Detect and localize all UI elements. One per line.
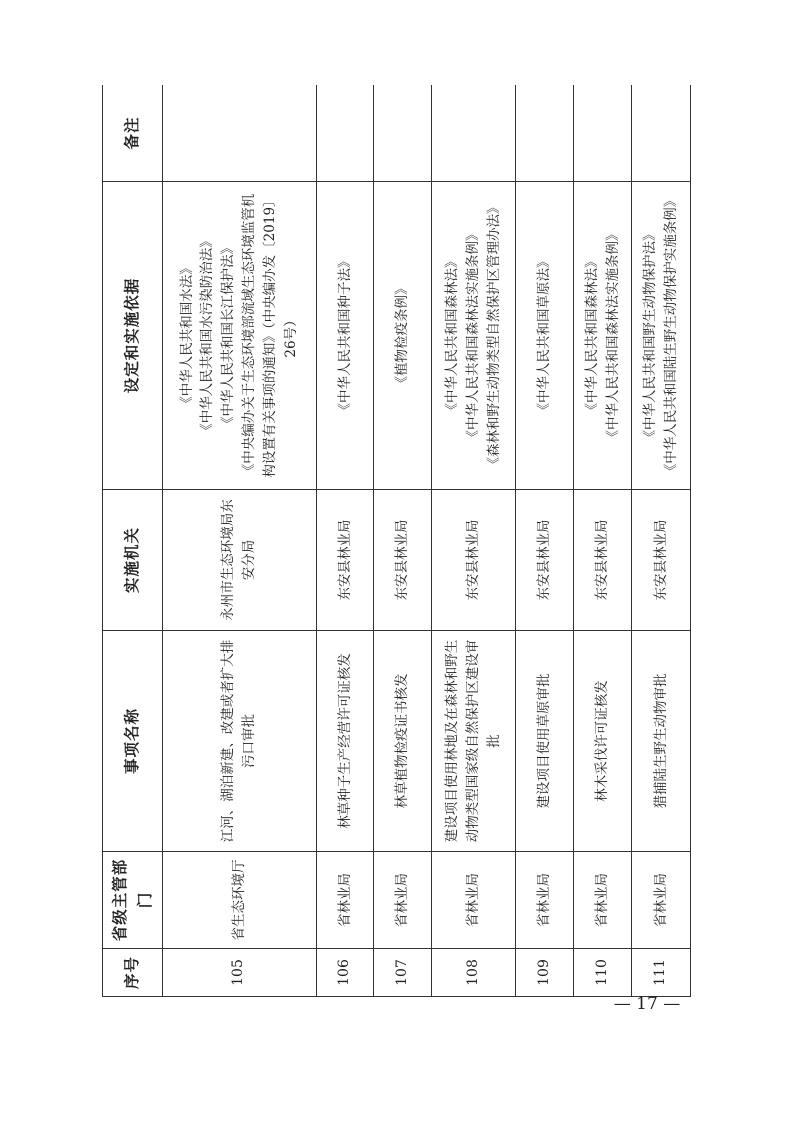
cell-dept: 省生态环境厅 — [163, 852, 317, 949]
cell-dept: 省林业局 — [432, 852, 516, 949]
basis-line: 《中华人民共和国森林法》 — [583, 254, 600, 417]
cell-basis — [163, 182, 317, 490]
cell-agency: 东安县林业局 — [574, 490, 632, 631]
table-row — [574, 85, 632, 997]
table-header-row — [103, 85, 163, 997]
basis-line: 《中华人民共和国草原法》 — [536, 254, 553, 417]
cell-basis — [432, 182, 516, 490]
cell-note — [163, 85, 317, 182]
basis-line: 《中华人民共和国森林法》 — [444, 254, 461, 417]
basis-line: 《中华人民共和国长江保护法》 — [220, 241, 237, 430]
cell-item: 林草种子生产经营许可证核发 — [316, 631, 374, 852]
basis-line: 《森林和野生动物类型自然保护区管理办法》 — [486, 200, 503, 471]
header-basis: 设定和实施依据 — [103, 182, 163, 490]
cell-item: 林木采伐许可证核发 — [574, 631, 632, 852]
cell-agency: 东安县林业局 — [632, 490, 691, 631]
basis-line: 《中央编办关于生态环境部流域生态环境监管机构设置有关事项的通知》（中央编办发〔2019〕26号） — [241, 193, 300, 478]
cell-dept: 省林业局 — [374, 852, 432, 949]
cell-seq: 106 — [316, 949, 374, 997]
basis-line: 《中华人民共和国水法》 — [178, 261, 195, 410]
approval-items-table — [102, 85, 691, 997]
header-agency: 实施机关 — [103, 490, 163, 631]
table-row — [374, 85, 432, 997]
cell-item: 建设项目使用草原审批 — [516, 631, 574, 852]
cell-dept: 省林业局 — [574, 852, 632, 949]
cell-note — [574, 85, 632, 182]
cell-seq: 109 — [516, 949, 574, 997]
cell-seq: 105 — [163, 949, 317, 997]
cell-dept: 省林业局 — [632, 852, 691, 949]
cell-dept: 省林业局 — [516, 852, 574, 949]
basis-line: 《植物检疫条例》 — [394, 281, 411, 390]
cell-item: 林草植物检疫证书核发 — [374, 631, 432, 852]
page-number: — 17 — — [613, 994, 681, 1014]
table-row — [516, 85, 574, 997]
rotated-table-frame — [102, 85, 691, 997]
rotated-table-inner — [102, 85, 691, 997]
cell-basis — [574, 182, 632, 490]
cell-item: 江河、湖泊新建、改建或者扩大排污口审批 — [163, 631, 317, 852]
table-row — [316, 85, 374, 997]
table-row — [632, 85, 691, 997]
header-seq: 序号 — [103, 949, 163, 997]
cell-agency: 永州市生态环境局东安分局 — [163, 490, 317, 631]
basis-line: 《中华人民共和国陆生野生动物保护实施条例》 — [663, 193, 680, 478]
header-note: 备注 — [103, 85, 163, 182]
cell-seq: 107 — [374, 949, 432, 997]
cell-note — [374, 85, 432, 182]
cell-note — [516, 85, 574, 182]
basis-line: 《中华人民共和国森林法实施条例》 — [604, 227, 621, 444]
basis-line: 《中华人民共和国种子法》 — [336, 254, 353, 417]
cell-note — [316, 85, 374, 182]
cell-basis — [316, 182, 374, 490]
cell-item: 建设项目使用林地及在森林和野生动物类型国家级自然保护区建设审批 — [432, 631, 516, 852]
cell-basis — [374, 182, 432, 490]
cell-seq: 108 — [432, 949, 516, 997]
cell-note — [432, 85, 516, 182]
cell-dept: 省林业局 — [316, 852, 374, 949]
header-dept: 省级主管部门 — [103, 852, 163, 949]
cell-agency: 东安县林业局 — [316, 490, 374, 631]
header-item: 事项名称 — [103, 631, 163, 852]
basis-line: 《中华人民共和国森林法实施条例》 — [465, 227, 482, 444]
table-row — [432, 85, 516, 997]
cell-note — [632, 85, 691, 182]
cell-seq: 111 — [632, 949, 691, 997]
cell-agency: 东安县林业局 — [374, 490, 432, 631]
cell-basis — [516, 182, 574, 490]
cell-seq: 110 — [574, 949, 632, 997]
cell-basis — [632, 182, 691, 490]
basis-line: 《中华人民共和国水污染防治法》 — [199, 234, 216, 437]
cell-agency: 东安县林业局 — [432, 490, 516, 631]
basis-line: 《中华人民共和国野生动物保护法》 — [642, 227, 659, 444]
cell-item: 猎捕陆生野生动物审批 — [632, 631, 691, 852]
table-row — [163, 85, 317, 997]
cell-agency: 东安县林业局 — [516, 490, 574, 631]
